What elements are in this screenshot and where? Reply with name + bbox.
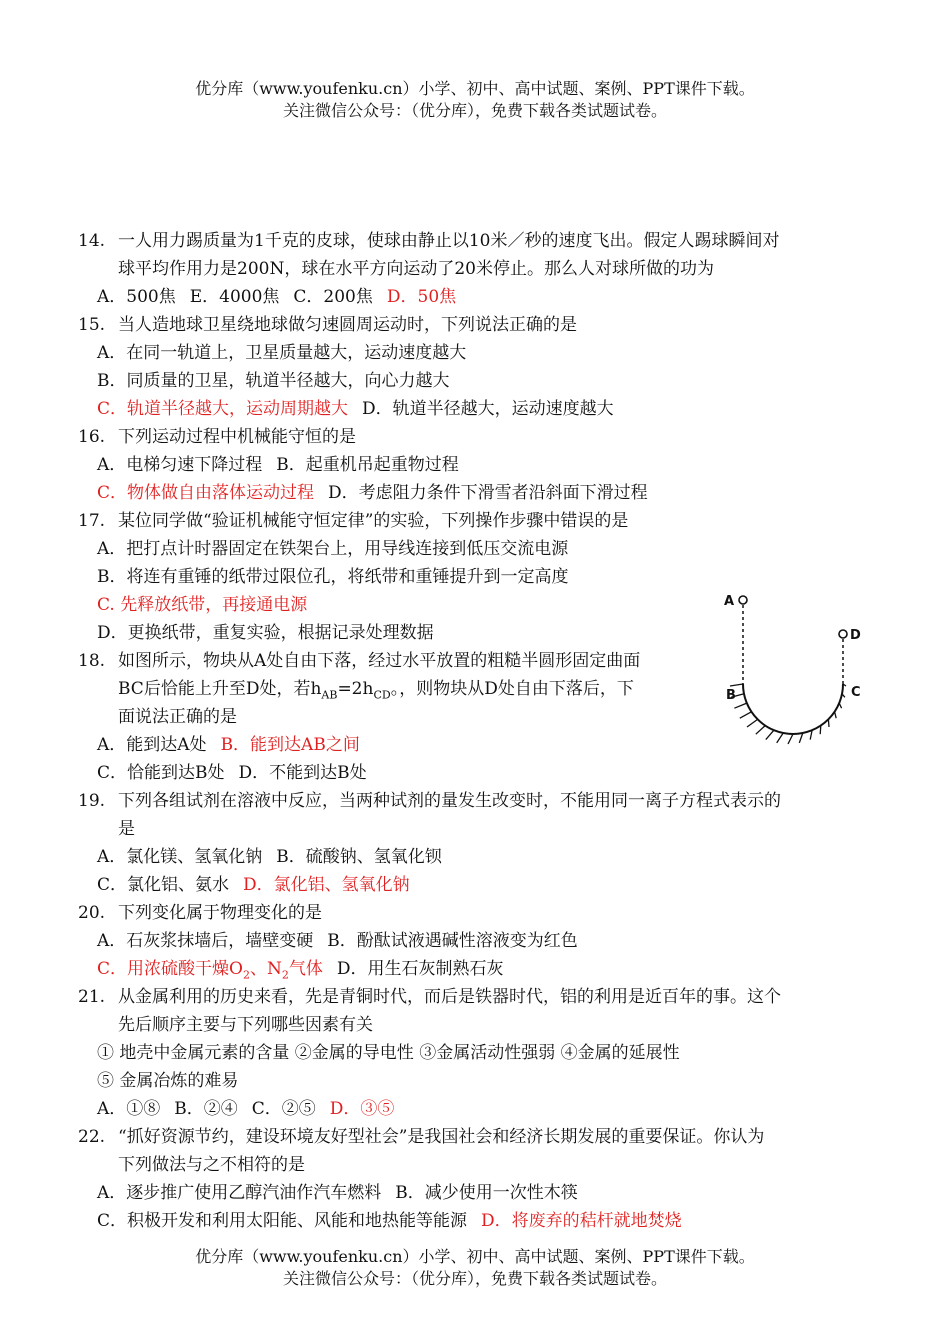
option-c: C．积极开发和利用太阳能、风能和地热能等能源 (97, 1211, 468, 1231)
text-part: C．用浓硫酸干燥O (97, 959, 243, 979)
option-a: A．逐步推广使用乙醇汽油作汽车燃料 (97, 1183, 382, 1203)
question-14-cont: 球平均作用力是200N，球在水平方向运动了20米停止。那么人对球所做的功为 (118, 259, 714, 279)
option-b: B．②④ (174, 1099, 238, 1119)
option-b: E．4000焦 (189, 287, 280, 307)
question-16-options-ab (0, 451, 950, 479)
option-c-answer: C. 先释放纸带，再接通电源 (97, 595, 308, 615)
question-text: 下列变化属于物理变化的是 (118, 903, 322, 923)
question-text: 从金属利用的历史来看，先是青铜时代，而后是铁器时代，铝的利用是近百年的事。这个 (118, 987, 781, 1007)
question-14 (0, 227, 950, 255)
option-c-answer: C．轨道半径越大，运动周期越大 (97, 399, 349, 419)
option-c: C．200焦 (293, 287, 373, 307)
question-21-options (0, 1095, 950, 1123)
text-part: =2h (337, 679, 374, 699)
footer-line-2: 关注微信公众号：（优分库），免费下载各类试题试卷。 (282, 1269, 667, 1288)
option-c: C．恰能到达B处 (97, 763, 225, 783)
question-15 (0, 311, 950, 339)
question-21-factors: ① 地壳中金属元素的含量 ②金属的导电性 ③金属活动性强弱 ④金属的延展性 (97, 1043, 680, 1063)
header-line-2: 关注微信公众号：（优分库），免费下载各类试题试卷。 (282, 101, 667, 120)
curved-surface (743, 684, 843, 734)
page-footer (0, 1246, 950, 1290)
question-22-options-ab (0, 1179, 950, 1207)
question-number: 17. (78, 511, 106, 531)
question-text: 下列运动过程中机械能守恒的是 (118, 427, 356, 447)
option-a: A．500焦 (97, 287, 176, 307)
question-22 (0, 1123, 950, 1151)
question-15-options (0, 395, 950, 423)
option-d: D．用生石灰制熟石灰 (336, 959, 504, 979)
question-text: 当人造地球卫星绕地球做匀速圆周运动时，下列说法正确的是 (118, 315, 577, 335)
question-19 (0, 787, 950, 815)
question-21 (0, 983, 950, 1011)
option-c: C．②⑤ (251, 1099, 316, 1119)
question-number: 22. (78, 1127, 106, 1147)
option-a: A．在同一轨道上，卫星质量越大，运动速度越大 (97, 343, 467, 363)
hatch-mark (788, 734, 793, 744)
option-d-answer: D．50焦 (386, 287, 457, 307)
option-b: B．减少使用一次性木筷 (395, 1183, 578, 1203)
hatch-mark (835, 712, 837, 718)
question-text: 如图所示，物块从A处自由下落，经过水平放置的粗糙半圆形固定曲面 (118, 651, 641, 671)
option-d: D．考虑阻力条件下滑雪者沿斜面下滑过程 (328, 483, 648, 503)
label-b: B (726, 688, 736, 703)
hatch-mark (747, 719, 758, 727)
option-d-answer: D．将废弃的秸杆就地焚烧 (481, 1211, 682, 1231)
point-d-marker (839, 630, 847, 638)
label-c: C (851, 685, 861, 700)
label-d: D (850, 628, 861, 643)
option-b: B．将连有重锤的纸带过限位孔，将纸带和重锤提升到一定高度 (97, 567, 569, 587)
option-d: D．更换纸带，重复实验，根据记录处理数据 (97, 623, 434, 643)
question-19-cont: 是 (118, 819, 135, 839)
question-number: 15. (78, 315, 106, 335)
question-21-factors-2: ⑤ 金属冶炼的难易 (97, 1071, 239, 1091)
question-16-options-cd (0, 479, 950, 507)
text-part: 、N (249, 959, 282, 979)
option-a: A．电梯匀速下降过程 (97, 455, 263, 475)
hatch-mark (828, 719, 829, 727)
hatch-mark (766, 730, 774, 739)
semicircle-track-figure (718, 584, 868, 754)
page-header (0, 78, 950, 122)
text-part: 气体 (288, 959, 323, 979)
subscript-cd: CD (373, 688, 391, 702)
hatch-mark (777, 733, 784, 743)
option-b: B．硫酸钠、氢氧化钡 (276, 847, 442, 867)
point-a-marker (739, 596, 747, 604)
question-19-options-cd (0, 871, 950, 899)
question-17 (0, 507, 950, 535)
surface-hatching (730, 684, 846, 744)
option-c-answer (97, 959, 323, 982)
hatch-mark (740, 712, 752, 718)
question-text: 下列各组试剂在溶液中反应，当两种试剂的量发生改变时，不能用同一离子方程式表示的 (118, 791, 781, 811)
question-16 (0, 423, 950, 451)
question-20 (0, 899, 950, 927)
option-b-answer: B．能到达AB之间 (220, 735, 360, 755)
option-b: B．酚酞试液遇碱性溶液变为红色 (327, 931, 578, 951)
label-a: A (724, 594, 735, 609)
option-a: A．能到达A处 (97, 735, 207, 755)
question-18-options-cd (0, 759, 950, 787)
subscript: 2 (281, 968, 289, 982)
option-a: A．石灰浆抹墙后，墙壁变硬 (97, 931, 314, 951)
option-d: D．不能到达B处 (238, 763, 367, 783)
question-number: 19. (78, 791, 106, 811)
question-21-cont: 先后顺序主要与下列哪些因素有关 (118, 1015, 373, 1035)
question-22-cont: 下列做法与之不相符的是 (118, 1155, 305, 1175)
hatch-mark (756, 726, 765, 735)
question-20-options-cd (0, 955, 950, 983)
question-22-options-cd (0, 1207, 950, 1235)
option-a: A．①⑧ (97, 1099, 161, 1119)
option-d-answer: D．氯化铝、氢氧化钠 (243, 875, 410, 895)
option-a: A．氯化镁、氢氧化钠 (97, 847, 263, 867)
option-c-answer: C．物体做自由落体运动过程 (97, 483, 315, 503)
question-number: 14. (78, 231, 106, 251)
question-19-options-ab (0, 843, 950, 871)
question-text: 一人用力踢质量为1千克的皮球，使球由静止以10米／秒的速度飞出。假定人踢球瞬间对 (118, 231, 780, 251)
hatch-mark (820, 726, 821, 735)
question-14-options (0, 283, 950, 311)
text-part: 。，则物块从D处自由下落后，下 (390, 679, 634, 699)
header-line-1: 优分库（www.youfenku.cn）小学、初中、高中试题、案例、PPT课件下载。 (195, 79, 755, 98)
text-part: BC后恰能上升至D处，若h (118, 679, 322, 699)
option-d: D．轨道半径越大，运动速度越大 (362, 399, 614, 419)
question-18-cont-2: 面说法正确的是 (118, 707, 237, 727)
option-b: B．起重机吊起重物过程 (276, 455, 459, 475)
option-d-answer: D．③⑤ (329, 1099, 395, 1119)
question-text: 某位同学做“验证机械能守恒定律”的实验，下列操作步骤中错误的是 (118, 511, 629, 531)
question-text: “抓好资源节约，建设环境友好型社会”是我国社会和经济长期发展的重要保证。你认为 (118, 1127, 765, 1147)
footer-line-1: 优分库（www.youfenku.cn）小学、初中、高中试题、案例、PPT课件下载。 (195, 1247, 755, 1266)
hatch-mark (730, 684, 743, 686)
question-number: 16. (78, 427, 106, 447)
question-number: 21. (78, 987, 106, 1007)
hatch-mark (734, 703, 746, 708)
hatch-mark (839, 703, 841, 708)
option-c: C．氯化铝、氨水 (97, 875, 230, 895)
subscript-ab: AB (321, 688, 338, 702)
question-20-options-ab (0, 927, 950, 955)
subscript: 2 (242, 968, 250, 982)
option-b: B．同质量的卫星，轨道半径越大，向心力越大 (97, 371, 450, 391)
option-a: A．把打点计时器固定在铁架台上，用导线连接到低压交流电源 (97, 539, 569, 559)
question-number: 18. (78, 651, 106, 671)
question-number: 20. (78, 903, 106, 923)
